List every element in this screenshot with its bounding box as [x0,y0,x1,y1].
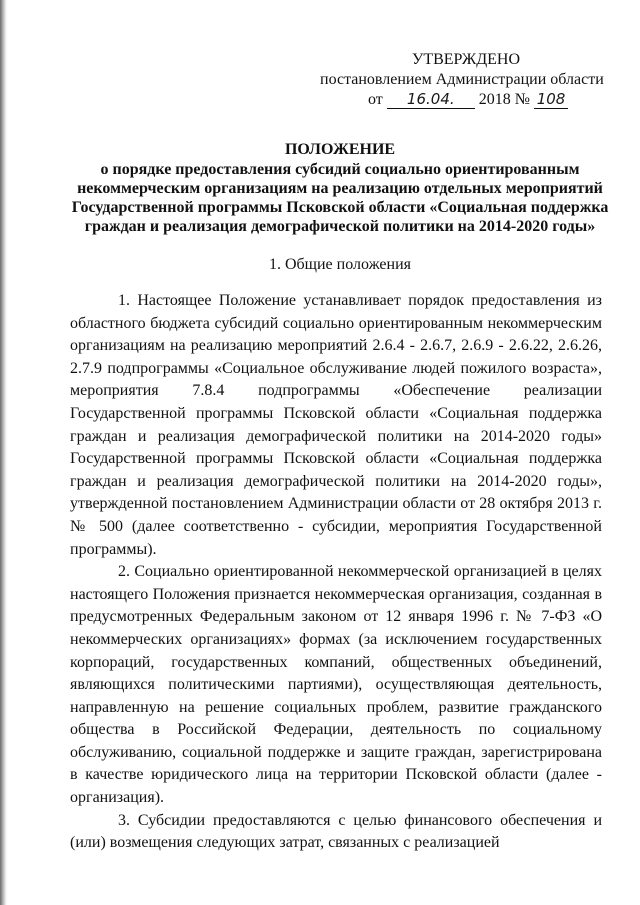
document-title: ПОЛОЖЕНИЕ [284,141,396,158]
document-subtitle-line: Государственной программы Псковской области «Социальная поддержка [71,199,609,216]
section-heading: 1. Общие положения [268,256,412,273]
paragraph-2: 2. Социально ориентированной некоммерческой организацией в целях настоящего Положения признается некоммерческая организация, созданная в предусмотренных Федеральным законом от 12 января 1996 г. № 7-ФЗ «О некоммерческих организациях» формах (за исключением государственных корпораций, государственных компаний, общественных объединений, являющихся политическими партиями), осуществляющая деятельность, направленную на решение социальных проблем, развитие гражданского общества в Российской Федерации, деятельность по социальному обслуживанию, социальной поддержке и защите граждан, зарегистрирована в качестве юридического лица на территории Псковской области (далее - организация). [70,563,602,807]
approval-stamp [320,50,604,110]
approval-from-label: от [368,91,383,108]
document-subtitle-line: граждан и реализация демографической политики на 2014-2020 годы» [84,218,596,235]
scan-left-edge [0,0,7,905]
document-body [70,290,602,855]
document-subtitle-line: о порядке предоставления субсидий социально ориентированным [100,161,580,178]
approval-handwritten-number: 108 [534,91,568,109]
paragraph-1: 1. Настоящее Положение устанавливает порядок предоставления из областного бюджета субсидий социально ориентированным некоммерческим организациям на реализацию мероприятий 2.6.4 - 2.6.7, 2.6.9 - 2.6.22, 2.6.26, 2.7.9 подпрограммы «Социальное обслуживание людей пожилого возраста», мероприятия 7.8.4 подпрограммы «Обеспечение реализации Государственной программы Псковской области «Социальная поддержка граждан и реализация демографической политики на 2014-2020 годы» Государственной программы Псковской области «Социальная поддержка граждан и реализация демографической политики на 2014-2020 годы», утвержденной постановлением Администрации области от 28 октября 2013 г. № 500 (далее соответственно - субсидии, мероприятия Государственной программы). [70,292,602,558]
document-title-block [70,140,610,236]
approval-authority: постановлением Администрации области [320,71,604,88]
approval-year: 2018 № [478,91,531,108]
paragraph-3: 3. Субсидии предоставляются с целью финансового обеспечения и (или) возмещения следующих затрат, связанных с реализацией [70,811,602,852]
approval-handwritten-date: 16.04. [387,91,475,109]
approval-date-line [320,90,600,110]
document-subtitle-line: некоммерческим организациям на реализацию отдельных мероприятий [77,180,603,197]
approval-title: УТВЕРЖДЕНО [412,51,521,68]
